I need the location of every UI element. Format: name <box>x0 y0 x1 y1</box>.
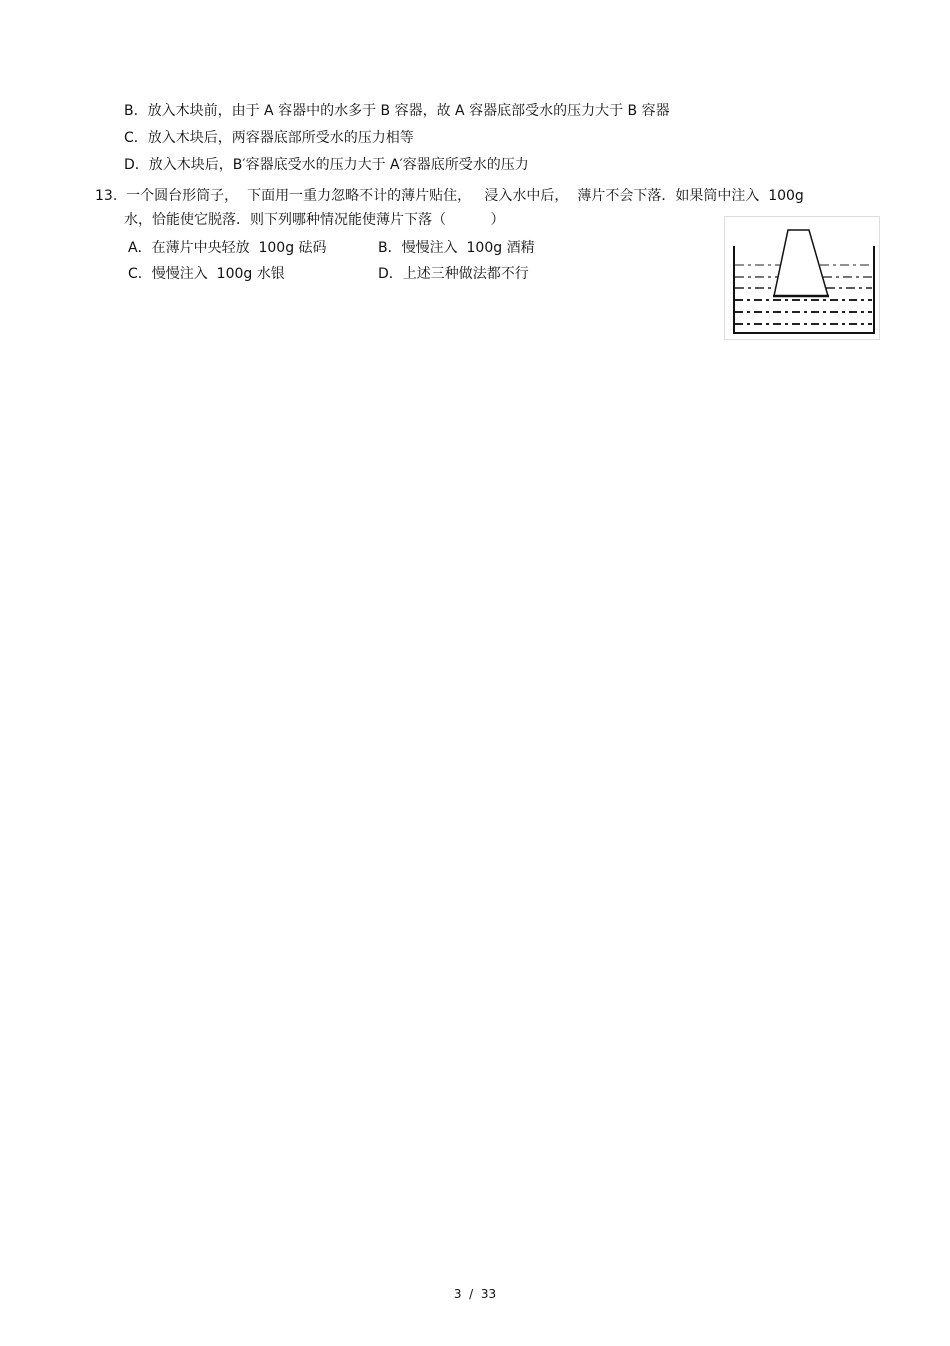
q12-option-b: B．放入木块前，由于 A 容器中的水多于 B 容器，故 A 容器底部受水的压力大于 B 容器 <box>124 103 670 119</box>
q13-option-c: C．慢慢注入 100g 水银 <box>128 266 285 282</box>
q13-option-d: D．上述三种做法都不行 <box>378 266 529 282</box>
container-figure <box>724 216 880 340</box>
q12-option-c: C．放入木块后，两容器底部所受水的压力相等 <box>124 130 414 146</box>
q13-stem-line1: 13. 一个圆台形筒子， 下面用一重力忽略不计的薄片贴住， 浸入水中后， 薄片不会下落．如果筒中注入 100g <box>95 188 804 204</box>
q12-option-d: D．放入木块后，B′容器底受水的压力大于 A′容器底所受水的压力 <box>124 157 529 173</box>
page-number: 3 / 33 <box>453 1287 497 1301</box>
q13-option-b: B．慢慢注入 100g 酒精 <box>378 240 535 256</box>
q13-stem-line2: 水，恰能使它脱落．则下列哪种情况能使薄片下落（ ） <box>124 212 505 228</box>
q13-option-a: A．在薄片中央轻放 100g 砝码 <box>128 240 327 256</box>
